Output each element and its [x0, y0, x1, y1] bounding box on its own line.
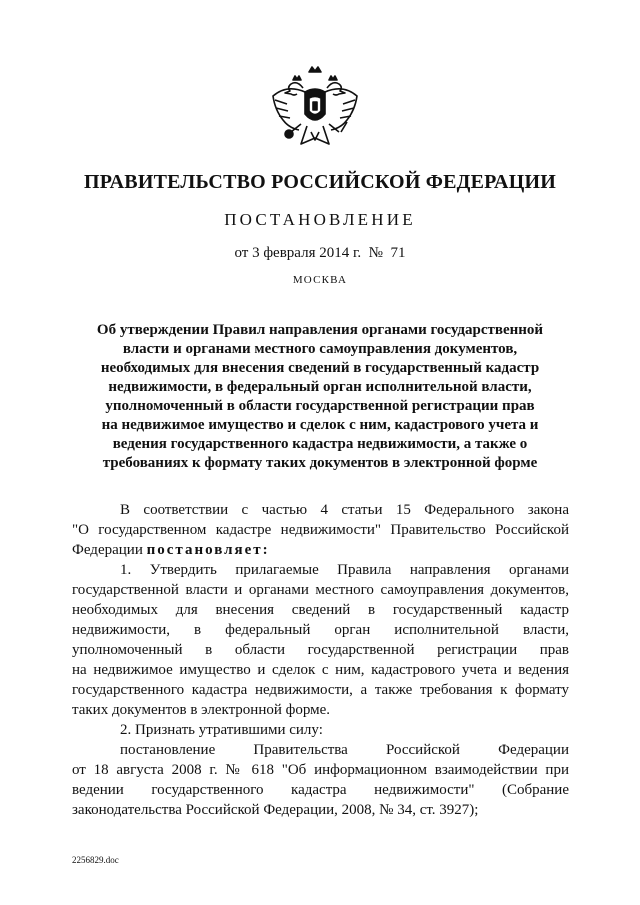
- document-heading: [70, 321, 570, 473]
- heading-line: Об утверждении Правил направления органами государственной: [96, 322, 544, 338]
- resolves-word: постановляет:: [146, 542, 270, 558]
- document-file-code: 2256829.doc: [72, 855, 119, 865]
- body-line: постановление Правительства Российской Федерации: [120, 742, 569, 758]
- body-line: недвижимости, в федеральный орган исполнительной власти,: [72, 622, 569, 638]
- city: МОСКВА: [292, 274, 348, 286]
- document-type: ПОСТАНОВЛЕНИЕ: [224, 210, 416, 229]
- body-line: таких документов в электронной форме.: [72, 702, 331, 718]
- date-and-number: от 3 февраля 2014 г. № 71: [234, 245, 406, 261]
- heading-line: уполномоченный в области государственной регистрации прав: [105, 398, 535, 414]
- body-line: 1. Утвердить прилагаемые Правила направления органами: [120, 562, 569, 578]
- heading-line: на недвижимое имущество и сделок с ним, кадастрового учета и: [101, 417, 539, 433]
- body-line: на недвижимое имущество и сделок с ним, кадастрового учета и ведения: [72, 662, 569, 678]
- double-headed-eagle-emblem-icon: [267, 62, 363, 160]
- body-line: уполномоченный в области государственной регистрации прав: [72, 642, 569, 658]
- body-line: государственной власти и органами местного самоуправления документов,: [72, 582, 569, 598]
- body-line: государственного кадастра недвижимости, а также требования к формату: [72, 682, 569, 698]
- heading-line: власти и органами местного самоуправления документов,: [122, 341, 518, 357]
- body-line: законодательства Российской Федерации, 2008, № 34, ст. 3927);: [72, 802, 479, 818]
- body-line: от 18 августа 2008 г. № 618 "Об информационном взаимодействии при: [72, 762, 569, 778]
- heading-line: недвижимости, в федеральный орган исполнительной власти,: [108, 379, 532, 395]
- heading-line: ведения государственного кадастра недвижимости, а также о: [112, 436, 528, 452]
- heading-line: необходимых для внесения сведений в государственный кадастр: [100, 360, 540, 376]
- body-line: "О государственном кадастре недвижимости" Правительство Российской: [72, 522, 569, 538]
- body-line-resolve: [72, 540, 569, 560]
- body-line: В соответствии с частью 4 статьи 15 Федерального закона: [120, 502, 569, 518]
- government-title: ПРАВИТЕЛЬСТВО РОССИЙСКОЙ ФЕДЕРАЦИИ: [84, 171, 556, 193]
- body-line: ведении государственного кадастра недвижимости" (Собрание: [72, 782, 569, 798]
- body-line: необходимых для внесения сведений в государственный кадастр: [72, 602, 569, 618]
- body-line: 2. Признать утратившими силу:: [120, 722, 323, 738]
- body-line-prefix: Федерации: [72, 542, 147, 558]
- heading-line: требованиях к формату таких документов в электронной форме: [102, 455, 538, 471]
- document-body: [72, 500, 569, 820]
